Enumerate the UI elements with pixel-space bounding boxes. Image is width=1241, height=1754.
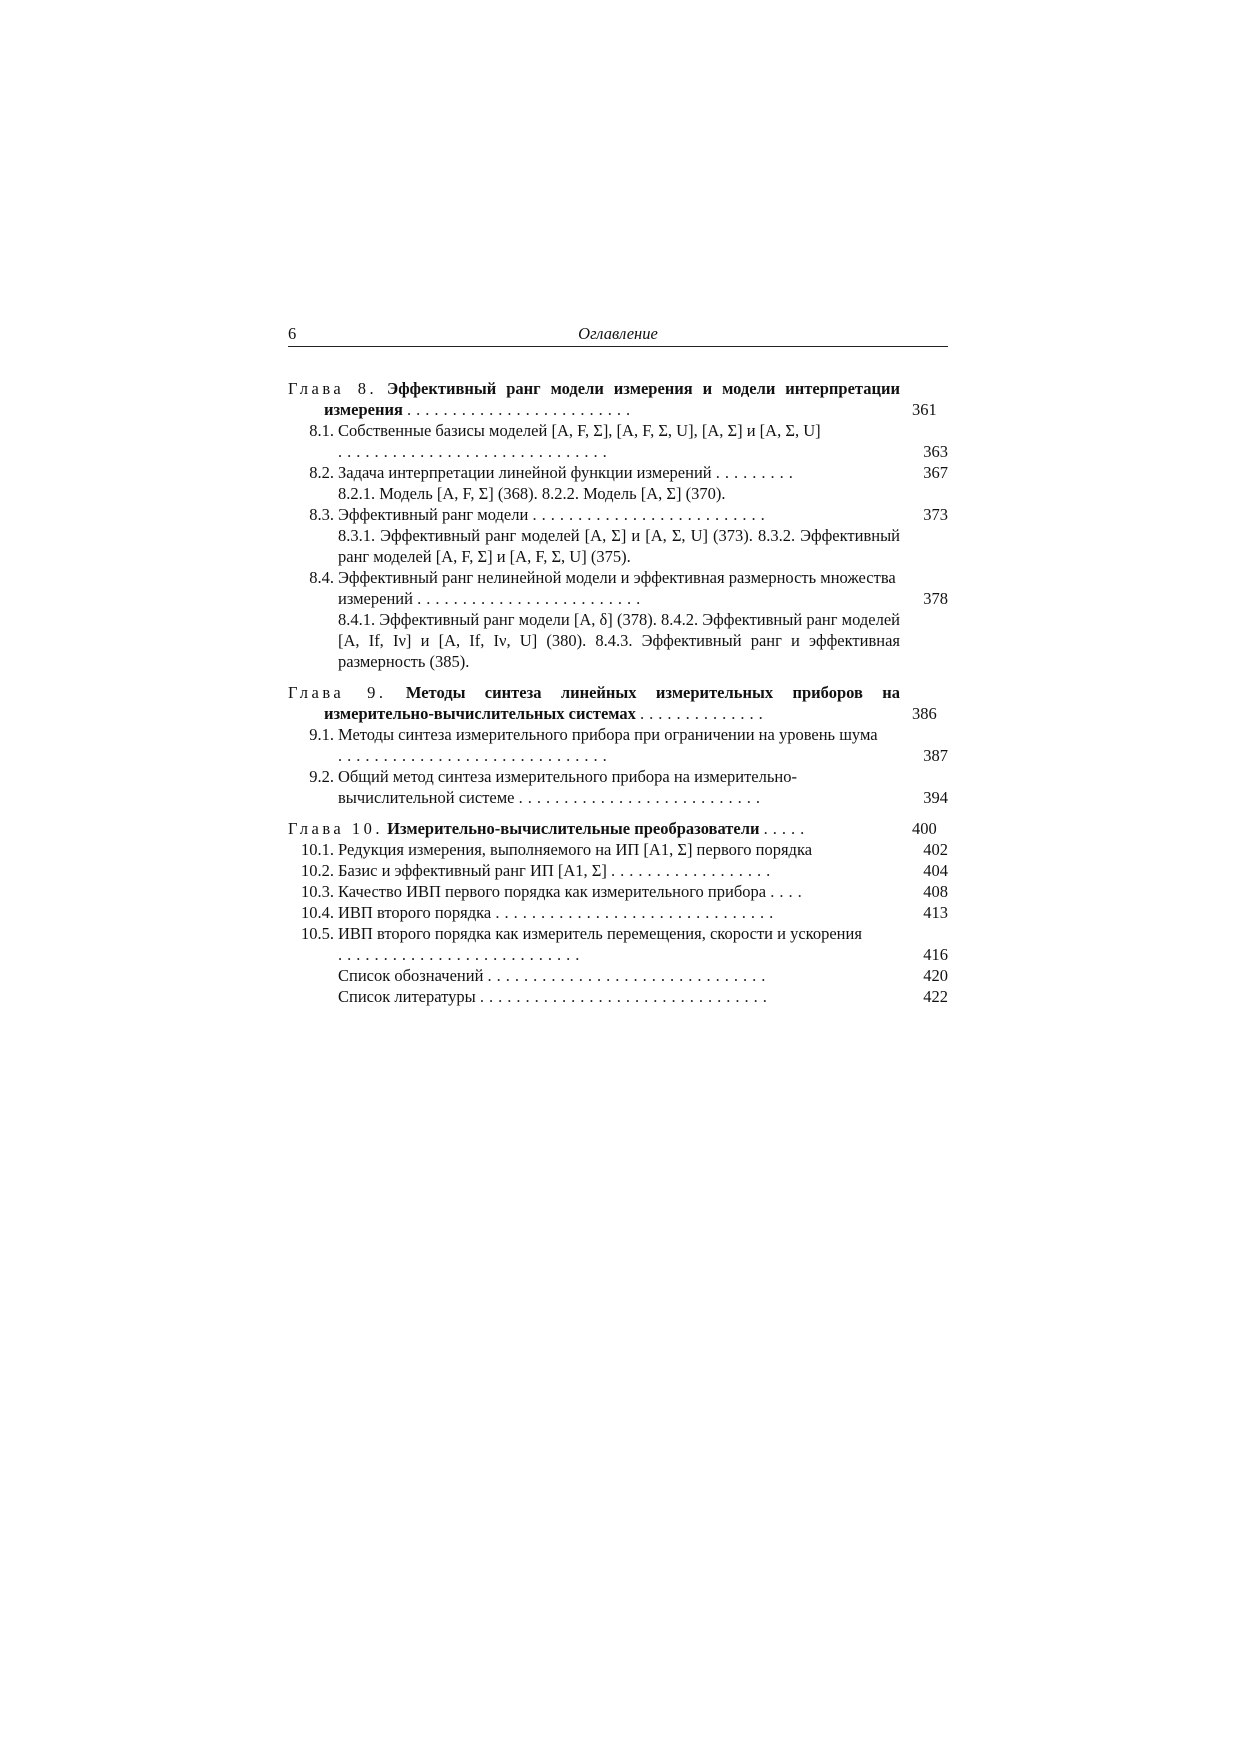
page-ref: 420: [923, 966, 948, 985]
toc-section: [288, 462, 948, 483]
section-title: Общий метод синтеза измерительного прибора на измерительно-вычислительной системе: [338, 767, 797, 807]
section-number: 10.3.: [301, 882, 334, 901]
chapter-heading: Глава 10. Измерительно-вычислительные преобразователи ..... 400: [288, 819, 937, 838]
section-number: 8.2.: [309, 463, 334, 482]
section-title: ИВП второго порядка как измеритель перемещения, скорости и ускорения: [338, 924, 862, 943]
section-title: Базис и эффективный ранг ИП [A1, Σ]: [338, 861, 607, 880]
chapter-heading: Глава 9. Методы синтеза линейных измерительных приборов на измерительно-вычислительных системах .............. 386: [288, 683, 937, 723]
page-ref: 363: [923, 442, 948, 461]
page-ref: 422: [923, 987, 948, 1006]
page-ref: 404: [923, 861, 948, 880]
chapter-title: Эффективный ранг модели измерения и модели интерпретации измерения: [324, 379, 900, 419]
dot-leader: .........................: [417, 589, 646, 608]
toc-section: [288, 923, 948, 965]
section-title: Список обозначений: [338, 966, 484, 985]
section-title: Редукция измерения, выполняемого на ИП [A1, Σ] первого порядка: [338, 840, 813, 859]
page-ref: 378: [923, 589, 948, 608]
toc-section: [288, 724, 948, 766]
section-title: Собственные базисы моделей [A, F, Σ], [A, F, Σ, U], [A, Σ] и [A, Σ, U]: [338, 421, 821, 440]
toc-section: [288, 881, 948, 902]
dot-leader: ....: [770, 882, 807, 901]
page-ref: 373: [923, 505, 948, 524]
section-title: Задача интерпретации линейной функции измерений: [338, 463, 712, 482]
page-ref: 408: [923, 882, 948, 901]
chapter-label: Глава 9.: [288, 683, 387, 702]
toc-section: [288, 986, 948, 1007]
dot-leader: ...........................: [338, 945, 585, 964]
dot-leader: ..........................: [532, 505, 770, 524]
chapter-label: Глава 8.: [288, 379, 378, 398]
dot-leader: ...............................: [487, 966, 771, 985]
page-ref: 387: [923, 746, 948, 765]
page-ref: 416: [923, 945, 948, 964]
dot-leader: ..............................: [338, 746, 612, 765]
toc-section: [288, 860, 948, 881]
chapter-10: [288, 818, 948, 1007]
dot-leader: .........................: [407, 400, 636, 419]
section-title: Эффективный ранг модели: [338, 505, 529, 524]
section-number: 9.1.: [309, 725, 334, 744]
toc-section: [288, 567, 948, 609]
chapter-8: [288, 378, 948, 672]
toc-section: [288, 766, 948, 808]
section-title: Эффективный ранг нелинейной модели и эффективная размерность множества измерений: [338, 568, 896, 608]
toc-section: [288, 504, 948, 525]
chapter-heading: Глава 8. Эффективный ранг модели измерения и модели интерпретации измерения ......................... 361: [288, 379, 937, 419]
section-title: Качество ИВП первого порядка как измерительного прибора: [338, 882, 767, 901]
chapter-9: [288, 682, 948, 808]
running-header: [288, 322, 948, 347]
page-ref: 402: [923, 840, 948, 859]
dot-leader: .....: [763, 819, 810, 838]
section-title: Список литературы: [338, 987, 476, 1006]
section-number: 10.1.: [301, 840, 334, 859]
page-ref: 394: [923, 788, 948, 807]
chapter-label: Глава 10.: [288, 819, 384, 838]
section-number: 9.2.: [309, 767, 334, 786]
dot-leader: .........: [715, 463, 798, 482]
dot-leader: ..............: [640, 704, 768, 723]
section-number: 10.2.: [301, 861, 334, 880]
chapter-title: Измерительно-вычислительные преобразователи: [387, 819, 760, 838]
subsection-list: 8.2.1. Модель [A, F, Σ] (368). 8.2.2. Модель [A, Σ] (370).: [338, 484, 726, 503]
page-ref: 413: [923, 903, 948, 922]
subsection-list: 8.4.1. Эффективный ранг модели [A, δ] (378). 8.4.2. Эффективный ранг моделей [A, If, Iν] и [A, If, Iν, U] (380). 8.4.3. Эффективный ранг и эффективная размерность (385).: [338, 610, 900, 671]
dot-leader: ..............................: [338, 442, 612, 461]
section-title: Методы синтеза измерительного прибора при ограничении на уровень шума: [338, 725, 878, 744]
toc-section: [288, 839, 948, 860]
dot-leader: ..................: [611, 861, 776, 880]
toc-section: [288, 965, 948, 986]
section-number: 10.5.: [301, 924, 334, 943]
section-number: 8.1.: [309, 421, 334, 440]
dot-leader: ................................: [479, 987, 772, 1006]
section-number: 8.4.: [309, 568, 334, 587]
page-ref: 367: [923, 463, 948, 482]
page-number: 6: [288, 324, 297, 343]
toc-section: [288, 420, 948, 462]
toc-section: [288, 902, 948, 923]
section-title: ИВП второго порядка: [338, 903, 492, 922]
chapter-title: Методы синтеза линейных измерительных приборов на измерительно-вычислительных системах: [324, 683, 900, 723]
dot-leader: ...............................: [495, 903, 779, 922]
table-of-contents: [288, 378, 948, 1007]
subsection-list: 8.3.1. Эффективный ранг моделей [A, Σ] и [A, Σ, U] (373). 8.3.2. Эффективный ранг моделей [A, F, Σ] и [A, F, Σ, U] (375).: [338, 526, 900, 566]
dot-leader: ...........................: [518, 788, 765, 807]
running-title: Оглавление: [578, 324, 658, 343]
section-number: 8.3.: [309, 505, 334, 524]
section-number: 10.4.: [301, 903, 334, 922]
